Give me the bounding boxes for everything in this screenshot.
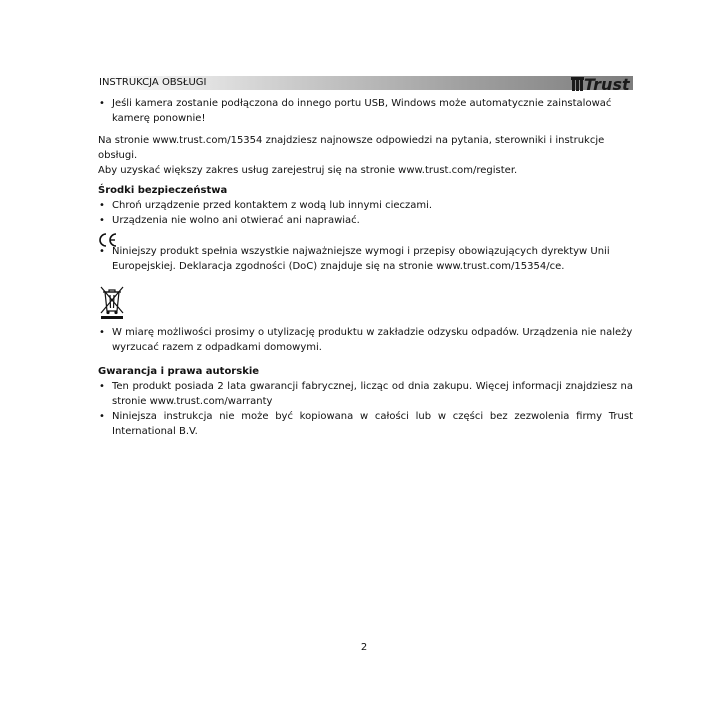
list-item: • Niniejsza instrukcja nie może być kopiowana w całości lub w części bez zezwolenia firmy Trust International B.V. (98, 409, 633, 439)
support-line: Na stronie www.trust.com/15354 znajdziesz najnowsze odpowiedzi na pytania, sterowniki i instrukcje obsługi. (98, 135, 605, 161)
crossed-bin-icon (99, 284, 125, 320)
list-item: • Ten produkt posiada 2 lata gwarancji fabrycznej, licząc od dnia zakupu. Więcej informacji znajdziesz na stronie www.trust.com/warranty (98, 379, 633, 409)
logo-text: Trust (584, 75, 630, 94)
warranty-heading: Gwarancja i prawa autorskie (98, 366, 260, 377)
document-title: INSTRUKCJA OBSŁUGI (99, 77, 207, 88)
list-item: • Jeśli kamera zostanie podłączona do innego portu USB, Windows może automatycznie zainstalować kamerę ponownie! (98, 96, 633, 126)
intro-section (98, 96, 633, 126)
ce-section (98, 244, 633, 274)
list-item: • W miarę możliwości prosimy o utylizację produktu w zakładzie odzysku odpadów. Urządzenia nie należy wyrzucać razem z odpadkami domowymi. (98, 325, 633, 355)
header-bar (98, 76, 633, 90)
list-item: • Chroń urządzenie przed kontaktem z wodą lub innymi cieczami. (98, 198, 633, 213)
list-item: • Niniejszy produkt spełnia wszystkie najważniejsze wymogi i przepisy obowiązujących dyrektyw Unii Europejskiej. Deklaracja zgodności (DoC) znajduje się na stronie www.trust.com/15354/ce. (98, 244, 633, 274)
trust-logo (571, 74, 633, 94)
safety-section (98, 183, 633, 228)
page-number: 2 (360, 642, 368, 653)
safety-heading: Środki bezpieczeństwa (98, 185, 228, 196)
list-item: • Urządzenia nie wolno ani otwierać ani naprawiać. (98, 213, 633, 228)
register-line: Aby uzyskać większy zakres usług zarejestruj się na stronie www.trust.com/register. (98, 165, 518, 176)
weee-section (98, 325, 633, 355)
support-section (98, 133, 633, 178)
warranty-section (98, 364, 633, 439)
